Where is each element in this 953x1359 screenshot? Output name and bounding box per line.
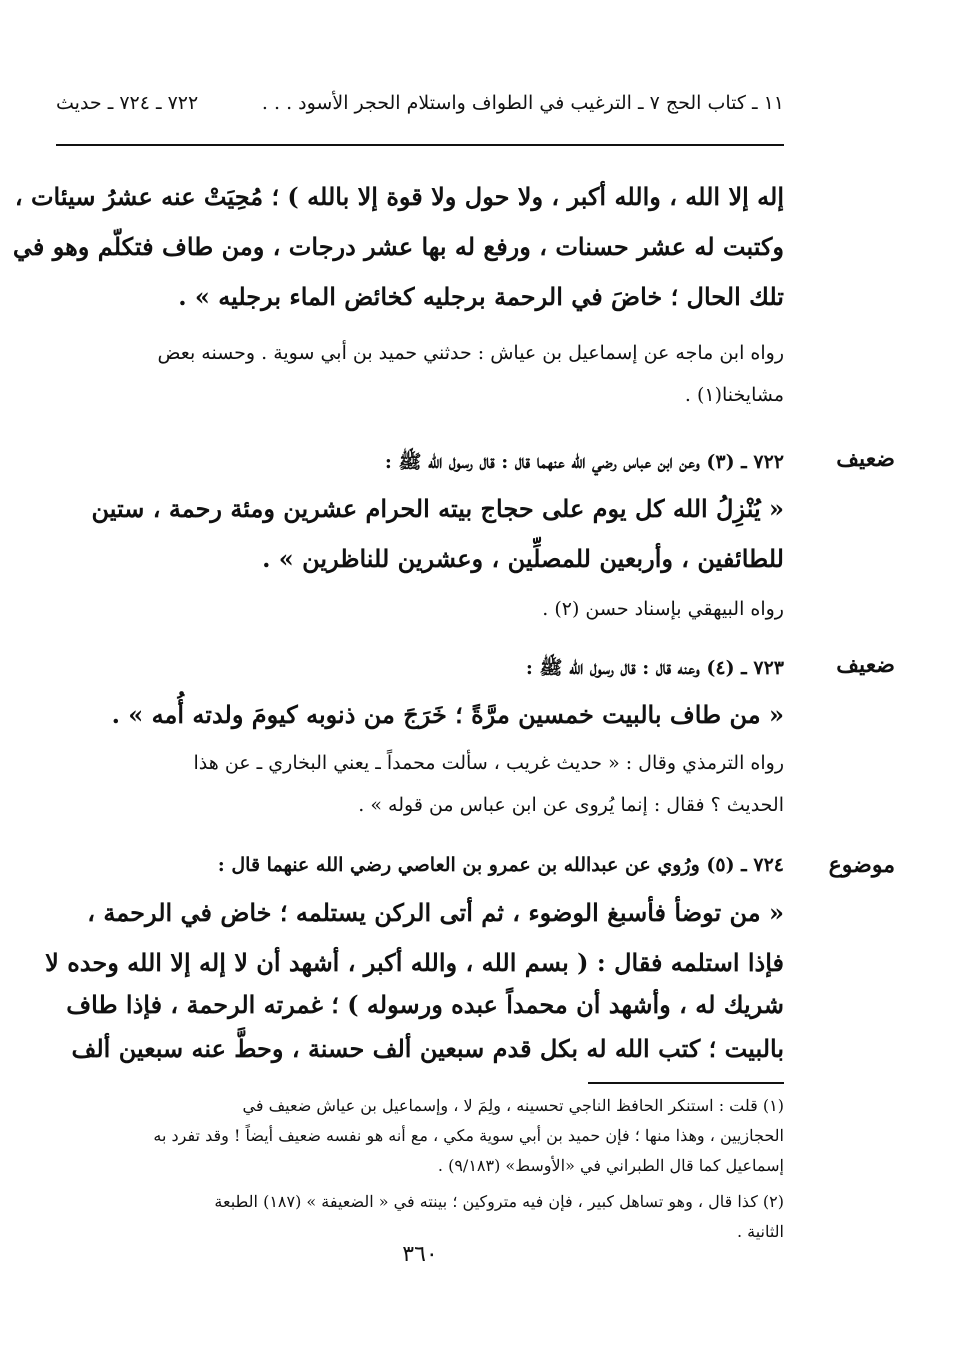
hadith-723-source-line-2: الحديث ؟ فقال : إنما يُروى عن ابن عباس من قوله » . xyxy=(358,794,784,816)
hadith-723-source-line-1: رواه الترمذي وقال : « حديث غريب ، سألت محمداً ـ يعني البخاري ـ عن هذا xyxy=(193,752,784,774)
footnote-1-line-2: الحجازيين ، وهذا منها ؛ فإن حميد بن أبي سوية مكي ، مع أنه هو نفسه ضعيف أيضاً ! وقد تفرد به xyxy=(153,1126,784,1145)
hadith-724-grade: موضوع xyxy=(828,852,895,878)
hadith-724-line-4: بالبيت ؛ كتب الله له بكل قدم سبعين ألف حسنة ، وحطَّ عنه سبعين ألف xyxy=(71,1034,784,1063)
hadith-722-line-1: « يُنْزِلُ الله كل يوم على حجاج بيته الحرام عشرين ومئة رحمة ، ستين xyxy=(91,494,784,523)
hadith-724-line-3: شريك له ، وأشهد أن محمداً عبده ورسوله ) ؛ غمرته الرحمة ، فإذا طاف xyxy=(66,990,784,1019)
footnote-2-line-2: الثانية . xyxy=(736,1222,784,1241)
intro-line-2: وكتبت له عشر حسنات ، ورفع له بها عشر درجات ، ومن طاف فتكلّم وهو في xyxy=(12,232,784,261)
header-chapter-title: ١١ ـ كتاب الحج ٧ ـ الترغيب في الطواف واستلام الحجر الأسود . . . xyxy=(261,92,784,114)
header-rule xyxy=(56,144,784,146)
footnote-1-line-3: إسماعيل كما قال الطبراني في «الأوسط» (٩/١٨٣) . xyxy=(437,1156,784,1175)
footnote-rule xyxy=(588,1082,784,1084)
footnote-1-line-1: (١) قلت : استنكر الحافظ الناجي تحسينه ، ولِمَ لا ، وإسماعيل بن عياش ضعيف في xyxy=(242,1096,784,1115)
hadith-723-line-1: « من طاف بالبيت خمسين مرَّةً ؛ خَرَجَ من ذنوبه كيومَ ولدته أُمه » . xyxy=(111,700,784,729)
hadith-724-intro: ٧٢٤ ـ (٥) ورُوي عن عبدالله بن عمرو بن العاصي رضي الله عنهما قال : xyxy=(217,854,784,876)
intro-line-1: إله إلا الله ، والله أكبر ، ولا حول ولا قوة إلا بالله ) ؛ مُحِيَتْ عنه عشرُ سيئات ، xyxy=(14,182,784,211)
page-number: ٣٦٠ xyxy=(402,1242,438,1267)
hadith-724-line-2: فإذا استلمه فقال : ( بسم الله ، والله أكبر ، أشهد أن لا إله إلا الله وحده لا xyxy=(45,948,784,977)
hadith-722-line-2: للطائفين ، وأربعين للمصلِّين ، وعشرين للناظرين » . xyxy=(262,544,784,573)
header-hadith-range: ٧٢٢ ـ ٧٢٤ ـ حديث xyxy=(56,92,199,114)
hadith-723-grade: ضعيف xyxy=(836,652,895,678)
hadith-722-grade: ضعيف xyxy=(836,446,895,472)
hadith-724-line-1: « من توضأ فأسبغ الوضوء ، ثم أتى الركن يستلمه ؛ خاض في الرحمة ، xyxy=(87,898,784,927)
intro-line-3: تلك الحال ؛ خاضَ في الرحمة برجليه كخائض الماء برجليه » . xyxy=(178,282,784,311)
hadith-722-intro: ٧٢٢ ـ (٣) وعن ابن عباس رضي الله عنهما قال : قال رسول الله ﷺ : xyxy=(384,451,784,473)
hadith-723-intro: ٧٢٣ ـ (٤) وعنه قال : قال رسول الله ﷺ : xyxy=(525,657,784,679)
hadith-722-source: رواه البيهقي بإسناد حسن (٢) . xyxy=(542,598,784,620)
intro-source-line-2: مشايخنا(١) . xyxy=(684,384,784,406)
footnote-2-line-1: (٢) كذا قال ، وهو تساهل كبير ، فإن فيه متروكين ؛ بينته في « الضعيفة » (١٨٧) الطبعة xyxy=(214,1192,784,1211)
intro-source-line-1: رواه ابن ماجه عن إسماعيل بن عياش : حدثني حميد بن أبي سوية . وحسنه بعض xyxy=(157,342,784,364)
